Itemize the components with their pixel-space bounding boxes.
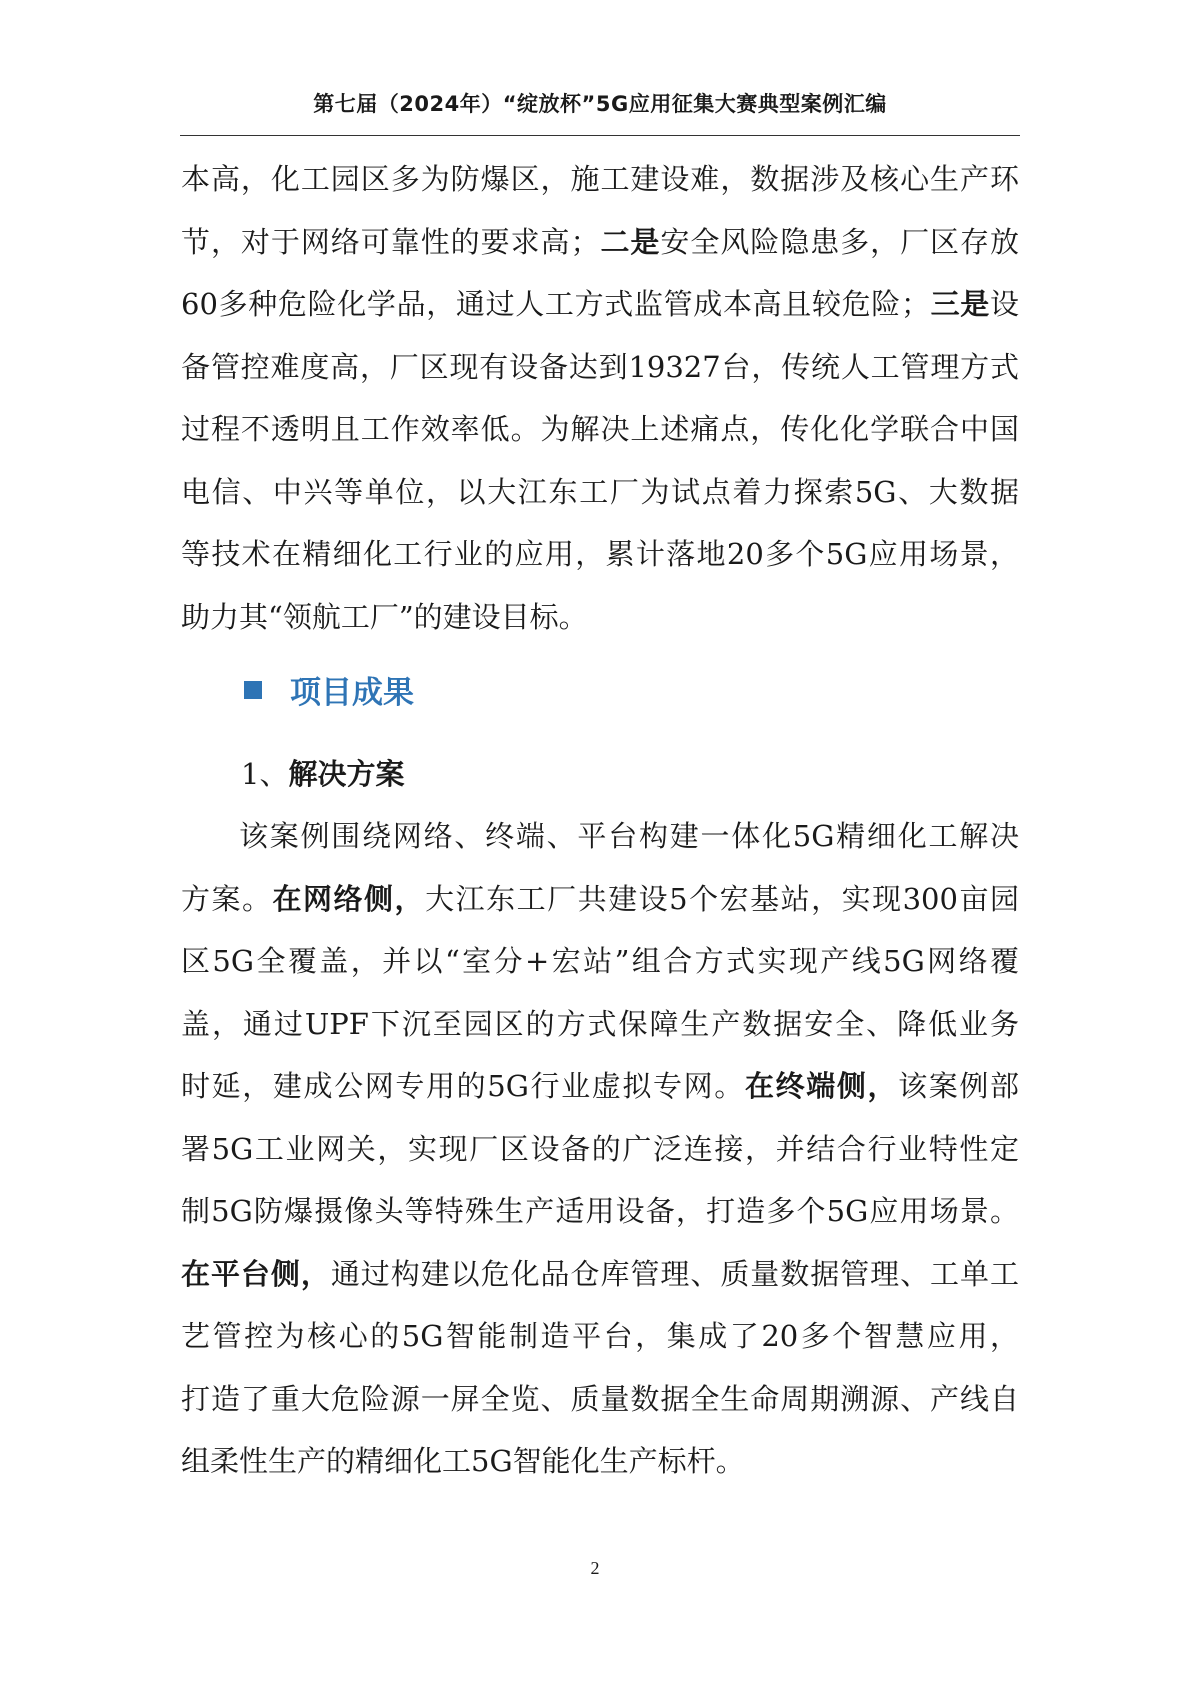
section-title: 项目成果 bbox=[290, 675, 414, 711]
bold-keyword: 三是 bbox=[929, 287, 990, 321]
text-line bbox=[181, 1368, 1019, 1431]
text-line bbox=[181, 398, 1019, 461]
text-line bbox=[181, 1180, 1019, 1243]
text-run: 本高，化工园区多为防爆区，施工建设难，数据涉及核心生产环 bbox=[181, 162, 1019, 196]
text-run: 安全风险隐患多，厂区存放 bbox=[660, 224, 1019, 259]
text-line bbox=[181, 586, 1019, 649]
square-bullet-icon bbox=[244, 681, 262, 699]
text-run: 制5G防爆摄像头等特殊生产适用设备，打造多个5G应用场景。 bbox=[181, 1194, 1019, 1228]
bold-keyword: 在网络侧， bbox=[272, 881, 426, 916]
text-line bbox=[181, 273, 1019, 336]
text-run: 过程不透明且工作效率低。为解决上述痛点，传化化学联合中国 bbox=[181, 412, 1019, 446]
text-run: 该案例部 bbox=[898, 1069, 1019, 1103]
text-run: 助力其“领航工厂”的建设目标。 bbox=[181, 599, 588, 634]
text-line bbox=[181, 148, 1019, 211]
bold-keyword: 二是 bbox=[599, 224, 661, 259]
text-run: 设 bbox=[989, 287, 1019, 321]
text-run: 组柔性生产的精细化工5G智能化生产标杆。 bbox=[181, 1444, 745, 1478]
text-line bbox=[181, 1305, 1019, 1368]
text-line bbox=[181, 211, 1019, 274]
text-line bbox=[181, 523, 1019, 586]
text-line bbox=[181, 993, 1019, 1056]
paragraph-solution bbox=[181, 805, 1019, 1493]
section-heading bbox=[244, 667, 414, 712]
text-run: 大江东工厂共建设5个宏基站，实现300亩园 bbox=[425, 881, 1019, 916]
text-run: 署5G工业网关，实现厂区设备的广泛连接，并结合行业特性定 bbox=[181, 1131, 1019, 1166]
text-run: 通过构建以危化品仓库管理、质量数据管理、工单工 bbox=[330, 1256, 1019, 1291]
text-run: 60多种危险化学品，通过人工方式监管成本高且较危险； bbox=[181, 287, 930, 321]
subsection-number: 1、 bbox=[241, 757, 289, 791]
running-header: 第七届（2024年）“绽放杯”5G应用征集大赛典型案例汇编 bbox=[313, 92, 887, 116]
text-line bbox=[181, 805, 1019, 868]
subsection-heading bbox=[241, 752, 404, 793]
text-run: 时延，建成公网专用的5G行业虚拟专网。 bbox=[181, 1069, 745, 1103]
text-line bbox=[181, 868, 1019, 931]
text-line bbox=[181, 1430, 1019, 1493]
bold-keyword: 在终端侧， bbox=[744, 1069, 899, 1103]
header-divider bbox=[180, 135, 1020, 136]
subsection-title: 解决方案 bbox=[288, 757, 405, 791]
text-run: 备管控难度高，厂区现有设备达到19327台，传统人工管理方式 bbox=[181, 349, 1019, 384]
text-line bbox=[181, 336, 1019, 399]
text-line bbox=[181, 1055, 1019, 1118]
text-line bbox=[181, 461, 1019, 524]
text-line bbox=[181, 930, 1019, 993]
text-run: 盖，通过UPF下沉至园区的方式保障生产数据安全、降低业务 bbox=[181, 1006, 1019, 1041]
text-run: 区5G全覆盖，并以“室分+宏站”组合方式实现产线5G网络覆 bbox=[181, 944, 1019, 978]
text-run: 该案例围绕网络、终端、平台构建一体化5G精细化工解决 bbox=[239, 819, 1019, 853]
text-line bbox=[181, 1118, 1019, 1181]
text-run: 打造了重大危险源一屏全览、质量数据全生命周期溯源、产线自 bbox=[181, 1381, 1019, 1416]
text-run: 方案。 bbox=[181, 881, 273, 916]
page-number: 2 bbox=[590, 1558, 600, 1578]
paragraph-challenges bbox=[181, 148, 1019, 648]
text-run: 等技术在精细化工行业的应用，累计落地20多个5G应用场景， bbox=[181, 537, 1019, 571]
text-run: 节，对于网络可靠性的要求高； bbox=[181, 224, 600, 259]
bold-keyword: 在平台侧， bbox=[181, 1256, 331, 1291]
text-run: 艺管控为核心的5G智能制造平台，集成了20多个智慧应用， bbox=[181, 1319, 1019, 1353]
text-line bbox=[181, 1243, 1019, 1306]
text-run: 电信、中兴等单位，以大江东工厂为试点着力探索5G、大数据 bbox=[181, 474, 1019, 509]
